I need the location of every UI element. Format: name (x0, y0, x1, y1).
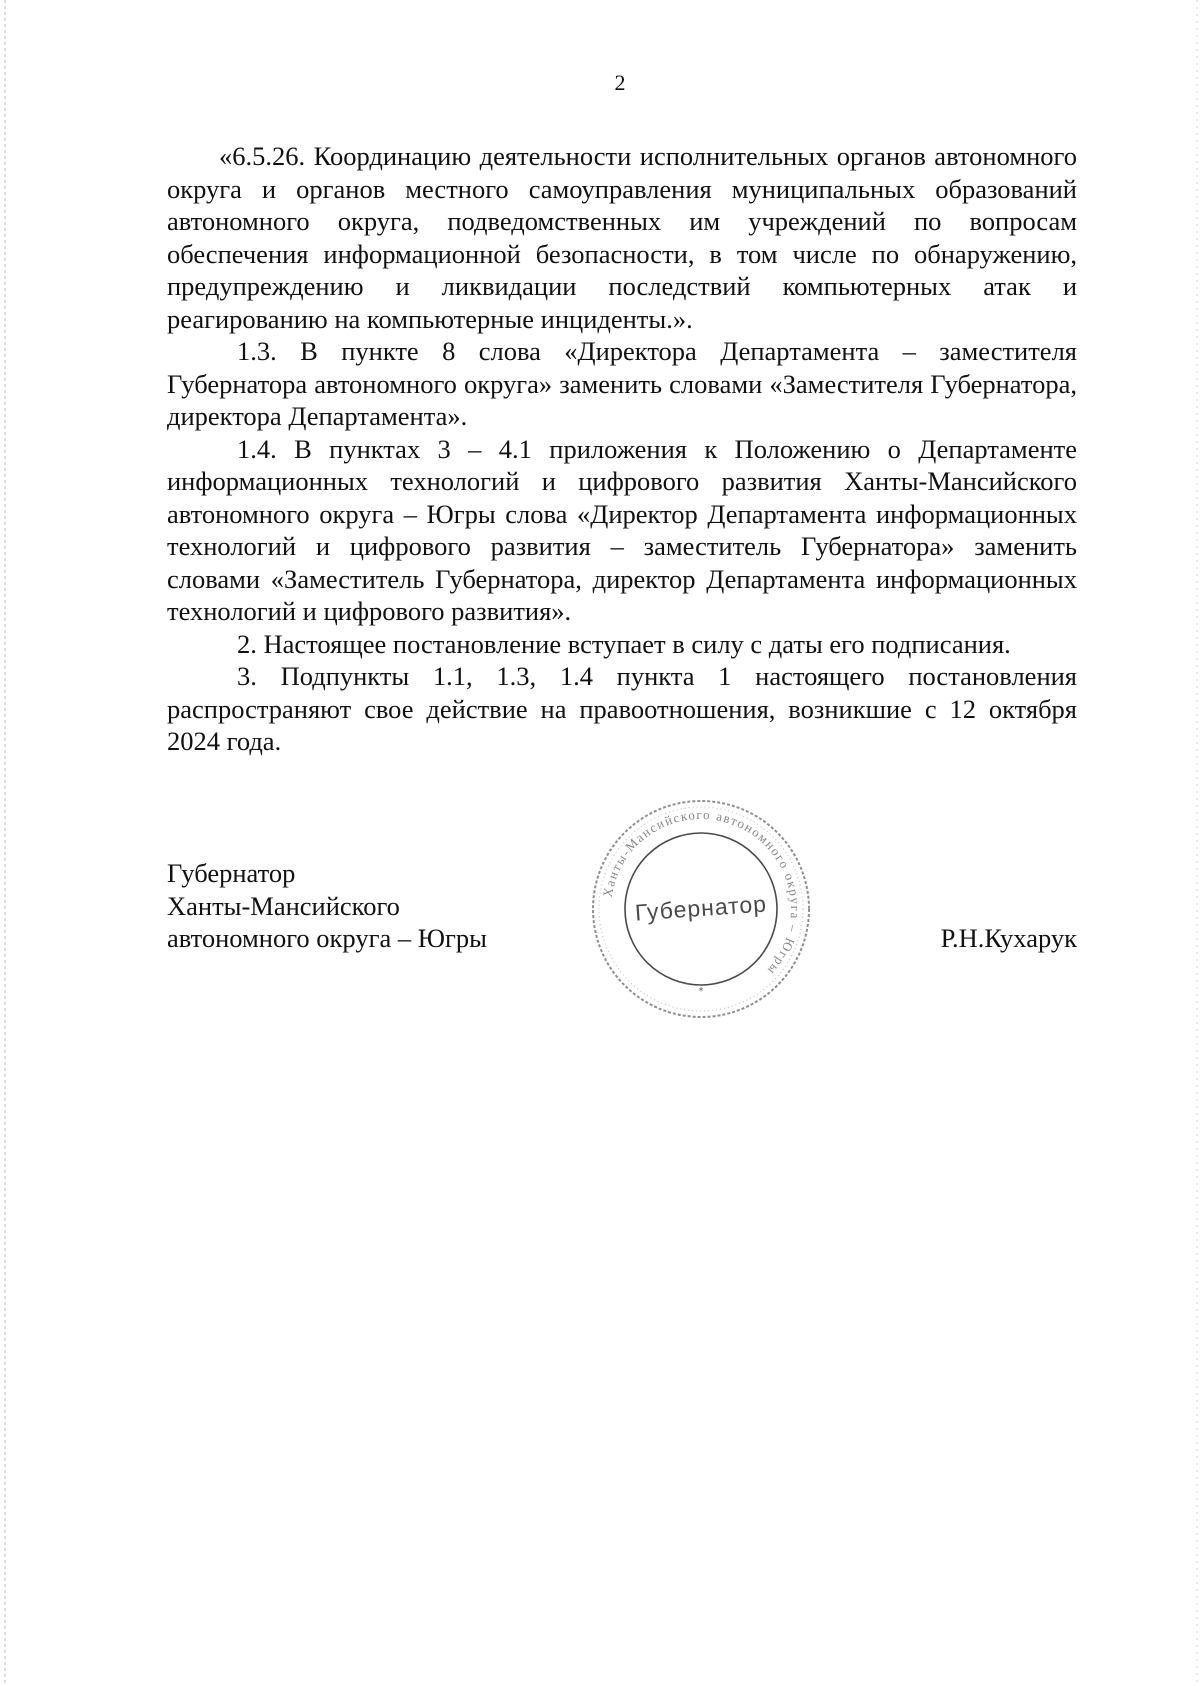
page-number: 2 (614, 70, 626, 95)
paragraph-6-5-26: «6.5.26. Координацию деятельности исполнительных органов автономного округа и органов местного самоуправления муниципальных образований автономного округа, подведомственных им учреждений по вопросам обеспечения информационной безопасности, в том числе по обнаружению, предупреждению и ликвидации последствий компьютерных атак и реагированию на компьютерные инциденты.». (167, 141, 1077, 334)
signatory-title-line-2: Ханты-Мансийского (167, 890, 400, 921)
signatory-name: Р.Н.Кухарук (940, 923, 1077, 953)
seal-ring-text: Ханты-Мансийского автономного округа – Югры (599, 806, 804, 979)
paragraph-2: 2. Настоящее постановление вступает в силу с даты его подписания. (237, 628, 1011, 659)
scan-edge-right (1196, 0, 1198, 1686)
seal-center-text: Губернатор (634, 890, 768, 926)
paragraph-1-3: 1.3. В пункте 8 слова «Директора Департамента – заместителя Губернатора автономного округа» заменить словами «Заместителя Губернатора, директора Департамента». (167, 336, 1077, 431)
paragraph-3: 3. Подпункты 1.1, 1.3, 1.4 пункта 1 настоящего постановления распространяют свое действие на правоотношения, возникшие с 12 октября 2024 года. (167, 661, 1077, 756)
scan-edge-left (4, 0, 6, 1686)
seal-star-icon: * (698, 986, 704, 997)
document-body (167, 140, 1077, 758)
paragraph-1-4: 1.4. В пунктах 3 – 4.1 приложения к Положению о Департаменте информационных технологий и цифрового развития Ханты-Мансийского автономного округа – Югры слова «Директор Департамента информационных технологий и цифрового развития – заместитель Губернатора» заменить словами «Заместитель Губернатора, директор Департамента информационных технологий и цифрового развития». (167, 433, 1077, 626)
signature-block (167, 857, 1077, 1057)
signatory-title (167, 857, 567, 955)
signatory-title-line-1: Губернатор (167, 858, 296, 888)
signatory-title-line-3: автономного округа – Югры (167, 923, 487, 953)
